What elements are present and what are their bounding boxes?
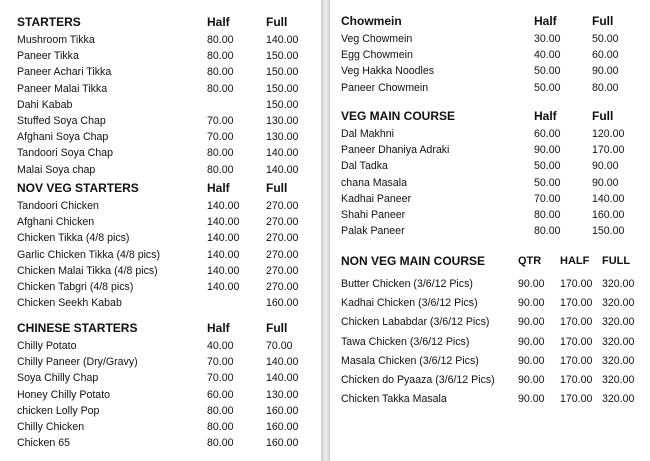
section-title: NON VEG MAIN COURSE [341, 254, 486, 268]
item-full-price: 170.00 [592, 144, 625, 157]
menu-item [0, 295, 321, 311]
item-name: Honey Chilly Potato [17, 388, 111, 401]
item-name: Masala Chicken (3/6/12 Pics) [341, 354, 479, 367]
item-full-price: 150.00 [592, 225, 625, 238]
item-full-price: 70.00 [266, 340, 293, 352]
item-name: Garlic Chicken Tikka (4/8 pics) [17, 248, 161, 261]
item-full-price: 150.00 [266, 82, 299, 95]
item-half-price: 170.00 [560, 373, 593, 386]
item-full-price: 270.00 [266, 216, 299, 229]
menu-item [0, 129, 321, 145]
item-full-price: 140.00 [266, 356, 299, 369]
item-name: Paneer Dhaniya Adraki [341, 144, 450, 157]
item-half-price: 50.00 [534, 81, 561, 94]
section-header [330, 106, 650, 126]
menu-item [0, 113, 321, 129]
item-half-price: 70.00 [207, 131, 234, 144]
item-full-price: 320.00 [602, 316, 635, 329]
item-name: Veg Hakka Noodles [341, 65, 435, 78]
menu-item [0, 214, 321, 230]
item-half-price: 40.00 [534, 49, 561, 62]
item-name: Dahi Kabab [17, 98, 73, 111]
item-half-price: 70.00 [207, 356, 234, 369]
item-half-price: 80.00 [207, 147, 234, 160]
item-full-price: 320.00 [602, 393, 635, 406]
item-name: Soya Chilly Chap [17, 372, 99, 385]
item-name: Chicken Malai Tikka (4/8 pics) [17, 264, 158, 277]
item-name: Malai Soya chap [17, 163, 96, 176]
item-half-price: 50.00 [534, 160, 561, 173]
col-half-label: Half [207, 321, 230, 335]
item-half-price: 140.00 [207, 216, 240, 229]
item-name: Chicken do Pyaaza (3/6/12 Pics) [341, 373, 495, 386]
section-veg-main-course [330, 106, 650, 239]
section-title: STARTERS [17, 15, 81, 29]
menu-item [330, 207, 650, 223]
item-name: Chicken Tabgri (4/8 pics) [17, 280, 134, 293]
item-name: Tandoori Chicken [17, 200, 99, 212]
item-name: Paneer Chowmein [341, 81, 429, 94]
item-half-price: 80.00 [207, 437, 234, 450]
item-half-price: 60.00 [534, 128, 561, 140]
item-full-price: 150.00 [266, 66, 299, 79]
item-full-price: 270.00 [266, 264, 299, 277]
col-half-label: Half [207, 15, 230, 29]
section-starters [0, 12, 321, 178]
col-full-label: Full [266, 181, 288, 195]
item-half-price: 140.00 [207, 264, 240, 277]
item-name: Paneer Malai Tikka [17, 82, 108, 95]
menu-item [0, 81, 321, 97]
item-half-price: 170.00 [560, 297, 593, 310]
item-full-price: 160.00 [266, 437, 299, 450]
item-half-price: 80.00 [207, 82, 234, 95]
item-qtr-price: 90.00 [518, 316, 545, 329]
menu-item [330, 390, 650, 409]
item-full-price: 270.00 [266, 280, 299, 293]
section-title: VEG MAIN COURSE [341, 109, 456, 123]
item-name: chana Masala [341, 176, 407, 189]
col-half-label: HALF [560, 255, 590, 267]
item-half-price: 80.00 [207, 34, 234, 46]
menu-item [330, 333, 650, 352]
item-half-price: 170.00 [560, 278, 593, 290]
item-full-price: 320.00 [602, 297, 635, 310]
col-qtr-label: QTR [518, 255, 542, 267]
item-half-price: 140.00 [207, 200, 240, 212]
item-full-price: 140.00 [592, 192, 625, 205]
item-half-price: 140.00 [207, 248, 240, 261]
item-half-price: 170.00 [560, 335, 593, 348]
item-half-price: 170.00 [560, 354, 593, 367]
menu-item [330, 47, 650, 63]
item-full-price: 60.00 [592, 49, 619, 62]
section-title: Chowmein [341, 14, 402, 28]
item-full-price: 160.00 [592, 208, 625, 221]
section-chowmein [330, 11, 650, 96]
col-full-label: Full [266, 321, 288, 335]
menu-item [0, 48, 321, 64]
menu-item [330, 31, 650, 47]
item-full-price: 140.00 [266, 34, 299, 46]
menu-item [330, 175, 650, 191]
col-full-label: Full [592, 109, 614, 123]
menu-item [0, 370, 321, 386]
col-half-label: Half [207, 181, 230, 195]
item-qtr-price: 90.00 [518, 393, 545, 406]
item-half-price: 80.00 [534, 208, 561, 221]
section-header [330, 11, 650, 31]
item-name: Kadhai Chicken (3/6/12 Pics) [341, 297, 478, 310]
menu-item [330, 126, 650, 142]
item-name: Chicken 65 [17, 437, 70, 450]
item-half-price: 140.00 [207, 280, 240, 293]
item-full-price: 130.00 [266, 114, 299, 127]
menu-item [330, 63, 650, 79]
menu-item [0, 230, 321, 246]
menu-item [330, 142, 650, 158]
col-full-label: Full [592, 14, 614, 28]
item-name: Egg Chowmein [341, 49, 413, 62]
item-name: Veg Chowmein [341, 33, 413, 45]
item-half-price: 90.00 [534, 144, 561, 157]
menu-item [330, 191, 650, 207]
menu-item [330, 275, 650, 294]
menu-item [0, 198, 321, 214]
item-full-price: 50.00 [592, 33, 619, 45]
item-half-price: 80.00 [207, 50, 234, 63]
item-half-price: 80.00 [207, 404, 234, 417]
item-name: Paneer Tikka [17, 50, 79, 63]
menu-page-left [0, 0, 321, 461]
item-full-price: 320.00 [602, 278, 635, 290]
item-full-price: 130.00 [266, 131, 299, 144]
item-half-price: 70.00 [207, 114, 234, 127]
item-name: Dal Tadka [341, 160, 388, 173]
item-full-price: 320.00 [602, 354, 635, 367]
item-half-price: 170.00 [560, 316, 593, 329]
item-name: Palak Paneer [341, 225, 405, 238]
item-qtr-price: 90.00 [518, 373, 545, 386]
item-full-price: 160.00 [266, 297, 299, 310]
item-qtr-price: 90.00 [518, 278, 545, 290]
item-full-price: 140.00 [266, 163, 299, 176]
item-name: Butter Chicken (3/6/12 Pics) [341, 278, 473, 290]
section-nonveg-main-course [330, 251, 650, 409]
item-half-price: 50.00 [534, 176, 561, 189]
menu-item [0, 419, 321, 435]
item-full-price: 150.00 [266, 50, 299, 63]
item-full-price: 90.00 [592, 65, 619, 78]
item-full-price: 140.00 [266, 372, 299, 385]
menu-item [330, 223, 650, 239]
section-chinese-starters [0, 318, 321, 451]
menu-item [0, 354, 321, 370]
item-half-price: 80.00 [207, 66, 234, 79]
item-name: Mushroom Tikka [17, 34, 95, 46]
item-full-price: 320.00 [602, 335, 635, 348]
item-name: Paneer Achari Tikka [17, 66, 112, 79]
item-half-price: 30.00 [534, 33, 561, 45]
item-name: Shahi Paneer [341, 208, 406, 221]
section-nonveg-starters [0, 178, 321, 311]
item-qtr-price: 90.00 [518, 354, 545, 367]
item-full-price: 160.00 [266, 404, 299, 417]
item-full-price: 160.00 [266, 420, 299, 433]
menu-item [330, 80, 650, 96]
item-full-price: 130.00 [266, 388, 299, 401]
item-full-price: 90.00 [592, 160, 619, 173]
menu-item [0, 162, 321, 178]
menu-item [0, 338, 321, 354]
item-name: Tawa Chicken (3/6/12 Pics) [341, 335, 470, 348]
item-name: Tandoori Soya Chap [17, 147, 113, 160]
item-full-price: 270.00 [266, 232, 299, 245]
section-header [330, 251, 650, 271]
item-name: Chilly Potato [17, 340, 77, 352]
item-half-price: 50.00 [534, 65, 561, 78]
menu-item [0, 32, 321, 48]
menu-item [330, 294, 650, 313]
menu-item [0, 279, 321, 295]
section-title: CHINESE STARTERS [17, 321, 138, 335]
item-full-price: 90.00 [592, 176, 619, 189]
menu-item [330, 313, 650, 332]
item-name: Chilly Paneer (Dry/Gravy) [17, 356, 138, 369]
section-header [0, 178, 321, 198]
item-full-price: 270.00 [266, 248, 299, 261]
menu-item [330, 371, 650, 390]
menu-item [0, 247, 321, 263]
item-name: Stuffed Soya Chap [17, 114, 106, 127]
menu-item [330, 158, 650, 174]
item-half-price: 170.00 [560, 393, 593, 406]
item-half-price: 80.00 [207, 163, 234, 176]
section-header [0, 318, 321, 338]
item-name: Chicken Lababdar (3/6/12 Pics) [341, 316, 490, 329]
item-half-price: 80.00 [534, 225, 561, 238]
item-half-price: 40.00 [207, 340, 234, 352]
item-full-price: 150.00 [266, 98, 299, 111]
menu-item [0, 97, 321, 113]
item-half-price: 140.00 [207, 232, 240, 245]
item-name: Chicken Seekh Kabab [17, 297, 122, 310]
item-half-price: 70.00 [534, 192, 561, 205]
menu-item [0, 435, 321, 451]
menu-item [0, 64, 321, 80]
item-full-price: 120.00 [592, 128, 625, 140]
item-full-price: 270.00 [266, 200, 299, 212]
item-full-price: 80.00 [592, 81, 619, 94]
item-half-price: 70.00 [207, 372, 234, 385]
col-full-label: FULL [602, 255, 631, 267]
item-qtr-price: 90.00 [518, 335, 545, 348]
item-name: Dal Makhni [341, 128, 394, 140]
menu-page-right [330, 0, 650, 461]
menu-item [330, 352, 650, 371]
item-half-price: 60.00 [207, 388, 234, 401]
item-name: Kadhai Paneer [341, 192, 412, 205]
item-name: Afghani Soya Chap [17, 131, 109, 144]
col-half-label: Half [534, 14, 557, 28]
menu-item [0, 387, 321, 403]
item-half-price: 80.00 [207, 420, 234, 433]
item-qtr-price: 90.00 [518, 297, 545, 310]
col-half-label: Half [534, 109, 557, 123]
section-header [0, 12, 321, 32]
page-fold [321, 0, 330, 461]
menu-item [0, 263, 321, 279]
section-title: NOV VEG STARTERS [17, 181, 139, 195]
item-name: Chicken Takka Masala [341, 393, 447, 406]
item-full-price: 140.00 [266, 147, 299, 160]
item-name: Chicken Tikka (4/8 pics) [17, 232, 130, 245]
col-full-label: Full [266, 15, 288, 29]
item-name: Afghani Chicken [17, 216, 95, 229]
menu-item [0, 145, 321, 161]
menu-item [0, 403, 321, 419]
item-name: Chilly Chicken [17, 420, 85, 433]
item-full-price: 320.00 [602, 373, 635, 386]
item-name: chicken Lolly Pop [17, 404, 100, 417]
